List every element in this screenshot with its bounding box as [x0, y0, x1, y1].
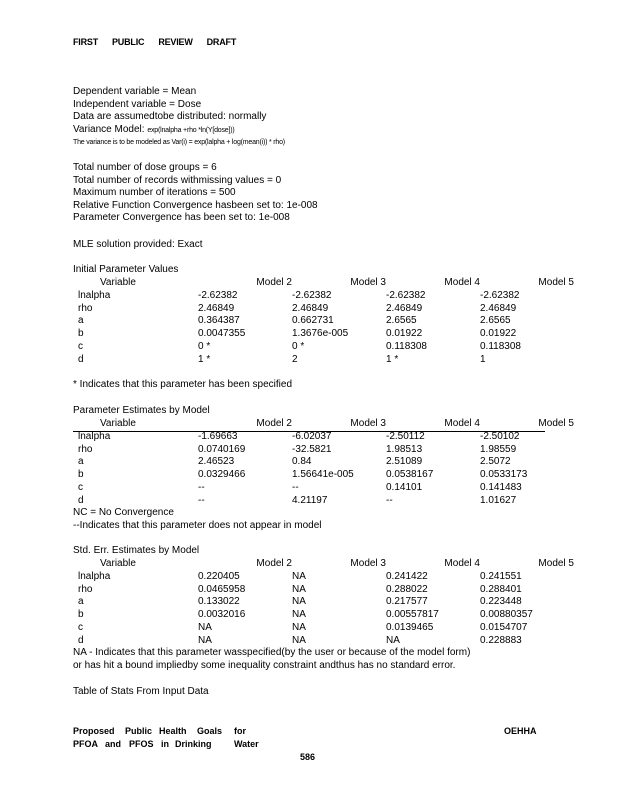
table-cell: b: [78, 469, 84, 481]
footer-word: for: [234, 726, 246, 736]
table-cell: NA: [292, 596, 306, 608]
column-header: Model 2: [256, 418, 292, 429]
table-cell: 0.133022: [198, 596, 240, 608]
settings-block: [73, 162, 318, 225]
table-row: [73, 354, 574, 367]
table-cell: 0.0329466: [198, 469, 246, 481]
table-cell: NA: [198, 621, 212, 633]
table-cell: 0.228883: [480, 634, 522, 646]
settings-line: Total number of records withmissing values = 0: [73, 174, 282, 186]
table-row: [73, 303, 574, 316]
table-cell: NA: [292, 621, 306, 633]
column-header: Model 4: [444, 277, 480, 288]
table-row: [73, 341, 574, 354]
column-header: Model 5: [538, 418, 574, 429]
column-header: Model 3: [350, 418, 386, 429]
table-cell: 0.241551: [480, 570, 522, 582]
table-row: [73, 444, 574, 457]
column-header: Model 3: [350, 558, 386, 569]
na-note-continued: or has hit a bound impliedby some inequality constraint andthus has no standard error.: [73, 659, 456, 671]
table-cell: 0.84: [292, 456, 312, 468]
not-in-model-note: --Indicates that this parameter does not appear in model: [73, 519, 322, 531]
table-cell: 1 *: [386, 353, 399, 365]
footer-word: PFOA: [73, 739, 99, 749]
column-header: Model 5: [538, 558, 574, 569]
table-cell: 0.288022: [386, 583, 428, 595]
table-cell: --: [198, 481, 205, 493]
table-cell: 0.118308: [480, 340, 521, 352]
table-row: [73, 482, 574, 495]
table-cell: -2.50112: [386, 430, 425, 442]
header-word: FIRST: [73, 37, 98, 47]
table-cell: rho: [78, 302, 93, 314]
table-cell: 0.288401: [480, 583, 522, 595]
table-cell: a: [78, 596, 84, 608]
dependent-variable-line: Dependent variable = Mean: [73, 86, 197, 97]
settings-line: Maximum number of iterations = 500: [73, 187, 236, 198]
table-cell: 2.6565: [386, 315, 417, 327]
table-cell: rho: [78, 443, 93, 455]
settings-line: Parameter Convergence has been set to: 1e-008: [73, 212, 290, 223]
table-cell: NA: [292, 570, 306, 582]
column-header: Variable: [100, 558, 136, 569]
table-cell: 1.56641e-005: [292, 469, 354, 481]
table-cell: -1.69663: [198, 430, 238, 442]
table-cell: -2.62382: [480, 289, 520, 301]
table-cell: -2.62382: [198, 289, 238, 301]
table-cell: --: [198, 494, 205, 506]
table-cell: 0.14101: [386, 481, 423, 493]
table-cell: 0.118308: [386, 340, 427, 352]
variance-note: The variance is to be modeled as Var(i) = exp(lalpha + log(mean(i)) * rho): [73, 139, 285, 146]
table-row: [73, 584, 574, 597]
table-cell: 0.01922: [386, 328, 423, 340]
table-cell: --: [386, 494, 393, 506]
table-cell: 2: [292, 353, 298, 365]
table-row: [73, 609, 574, 622]
footer-word: Health: [159, 726, 187, 736]
stderr-notes: [73, 647, 470, 672]
table-row: [73, 495, 574, 508]
table-row: [73, 571, 574, 584]
table-cell: lnalpha: [78, 570, 111, 582]
variance-label: Variance Model:: [73, 123, 145, 135]
footer-word: in: [161, 739, 169, 749]
table-row: [73, 431, 574, 444]
table-cell: 0.0154707: [480, 621, 528, 633]
estimates-header-rule: [73, 431, 545, 432]
table-cell: 1.98559: [480, 443, 517, 455]
table-cell: -32.5821: [292, 443, 332, 455]
table-cell: d: [78, 353, 84, 365]
table-cell: c: [78, 481, 83, 493]
table-cell: 2.46523: [198, 456, 235, 468]
footer-agency: OEHHA: [504, 726, 537, 736]
table-cell: 2.46849: [480, 302, 517, 314]
table-cell: 0.0533173: [480, 469, 528, 481]
table-cell: 0.0538167: [386, 469, 434, 481]
table-cell: 0.223448: [480, 596, 522, 608]
column-header: Model 4: [444, 558, 480, 569]
mle-line: MLE solution provided: Exact: [73, 239, 203, 250]
table-cell: b: [78, 609, 84, 621]
header-word: PUBLIC: [112, 37, 145, 47]
table-cell: 0.00880357: [480, 609, 533, 621]
page-number: 586: [300, 752, 316, 762]
table-cell: 0.0047355: [198, 328, 246, 340]
table-cell: 0.0139465: [386, 621, 434, 633]
column-header: Model 3: [350, 277, 386, 288]
column-header: Model 5: [538, 277, 574, 288]
table-cell: d: [78, 494, 84, 506]
footer-word: Public: [125, 726, 153, 736]
table-cell: 0.241422: [386, 570, 428, 582]
table-stats-title: Table of Stats From Input Data: [73, 686, 209, 697]
table-cell: d: [78, 634, 84, 646]
column-header: Model 4: [444, 418, 480, 429]
table-row: [73, 290, 574, 303]
table-cell: -2.50102: [480, 430, 520, 442]
variance-formula: exp(lnalpha +rho *ln(Y[dose])): [147, 126, 235, 134]
table-cell: 0.662731: [292, 315, 334, 327]
na-note: NA - Indicates that this parameter wasspecified(by the user or because of the model form): [73, 647, 471, 658]
table-cell: -6.02037: [292, 430, 332, 442]
settings-line: Relative Function Convergence hasbeen set to: 1e-008: [73, 199, 318, 211]
table-cell: 1.01627: [480, 494, 517, 506]
footer-word: and: [105, 739, 122, 749]
table-cell: 0.364387: [198, 315, 240, 327]
column-header: Model 2: [256, 277, 292, 288]
table-cell: 2.46849: [292, 302, 329, 314]
table-cell: 2.46849: [386, 302, 423, 314]
table-row: [73, 596, 574, 609]
estimates-notes: [73, 507, 321, 532]
table-cell: 0.220405: [198, 570, 240, 582]
table-cell: 2.46849: [198, 302, 235, 314]
column-header: Variable: [100, 418, 136, 429]
footer-title-line1: [73, 726, 246, 736]
table-cell: 0.0740169: [198, 443, 246, 455]
table-cell: lnalpha: [78, 289, 111, 301]
variance-model-line: [73, 124, 285, 138]
table-cell: a: [78, 315, 84, 327]
table-cell: 0.0465958: [198, 583, 246, 595]
table-cell: c: [78, 621, 83, 633]
table-cell: -2.62382: [386, 289, 426, 301]
footer-word: Proposed: [73, 726, 115, 736]
table-header-row: [73, 277, 574, 290]
settings-line: Total number of dose groups = 6: [73, 162, 217, 173]
table-cell: lnalpha: [78, 430, 111, 442]
table-cell: 1 *: [198, 353, 211, 365]
table-row: [73, 469, 574, 482]
table-cell: NA: [292, 634, 306, 646]
table-row: [73, 315, 574, 328]
footer-word: Water: [234, 739, 259, 749]
estimates-title: Parameter Estimates by Model: [73, 405, 210, 416]
table-cell: 0.217577: [386, 596, 428, 608]
table-cell: NA: [386, 634, 400, 646]
table-cell: 2.5072: [480, 456, 511, 468]
stderr-table: [73, 558, 574, 648]
table-row: [73, 456, 574, 469]
model-info: [73, 86, 285, 150]
table-cell: 1.98513: [386, 443, 423, 455]
table-cell: -2.62382: [292, 289, 332, 301]
column-header: Variable: [100, 277, 136, 288]
table-cell: b: [78, 328, 84, 340]
initial-values-title: Initial Parameter Values: [73, 264, 179, 275]
table-cell: --: [292, 481, 299, 493]
table-cell: 0.141483: [480, 481, 522, 493]
header-word: DRAFT: [206, 37, 237, 47]
stderr-title: Std. Err. Estimates by Model: [73, 545, 200, 556]
table-cell: 0.0032016: [198, 609, 246, 621]
table-cell: 4.21197: [292, 494, 328, 506]
table-cell: rho: [78, 583, 93, 595]
nc-note: NC = No Convergence: [73, 507, 174, 518]
table-cell: 0.01922: [480, 328, 517, 340]
table-cell: 1: [480, 353, 486, 365]
table-cell: 1.3676e-005: [292, 328, 349, 340]
table-cell: NA: [198, 634, 212, 646]
table-row: [73, 635, 574, 648]
initial-values-table: [73, 277, 574, 367]
footer-title-line2: [73, 739, 259, 749]
table-cell: a: [78, 456, 84, 468]
table-header-row: [73, 418, 574, 431]
table-row: [73, 622, 574, 635]
specified-note: * Indicates that this parameter has been specified: [73, 379, 293, 390]
footer-word: Goals: [197, 726, 223, 736]
table-cell: 0 *: [292, 340, 305, 352]
distribution-line: Data are assumedtobe distributed: normally: [73, 111, 267, 122]
footer-word: Drinking: [175, 739, 212, 749]
table-cell: 0 *: [198, 340, 211, 352]
footer-word: PFOS: [129, 739, 154, 749]
table-cell: NA: [292, 583, 306, 595]
table-cell: c: [78, 340, 83, 352]
header-word: REVIEW: [158, 37, 193, 47]
table-header-row: [73, 558, 574, 571]
draft-header: [73, 37, 250, 47]
table-cell: 2.51089: [386, 456, 423, 468]
column-header: Model 2: [256, 558, 292, 569]
independent-variable-line: Independent variable = Dose: [73, 98, 202, 110]
table-cell: NA: [292, 609, 306, 621]
table-row: [73, 328, 574, 341]
table-cell: 2.6565: [480, 315, 511, 327]
table-cell: 0.00557817: [386, 609, 439, 621]
